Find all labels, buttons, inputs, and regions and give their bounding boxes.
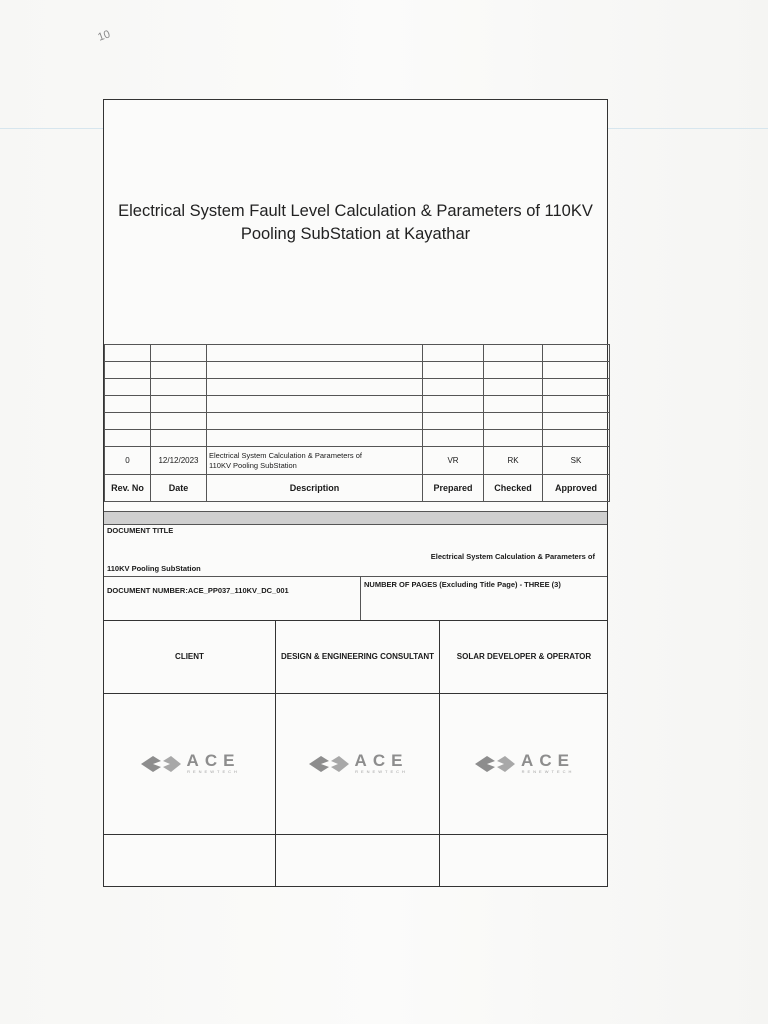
client-column: [104, 620, 276, 886]
description-header: Description: [207, 475, 423, 502]
ace-logo: [473, 753, 575, 775]
revision-empty-row: [105, 345, 610, 362]
ace-logo: [139, 753, 241, 775]
separator-band: [104, 511, 607, 525]
rev-description-cell: [207, 447, 423, 475]
revision-table: [104, 344, 610, 502]
ace-logo-icon: [139, 753, 183, 775]
document-main-title: [104, 200, 607, 246]
number-of-pages: NUMBER OF PAGES (Excluding Title Page) - THREE (3): [364, 580, 561, 589]
parties-grid: [104, 620, 607, 886]
approved-header: Approved: [543, 475, 610, 502]
title-sheet: [103, 99, 608, 887]
ace-logo-icon: [307, 753, 351, 775]
logo-subtitle: RENEWTECH: [521, 769, 575, 774]
revision-empty-row: [105, 430, 610, 447]
document-number: DOCUMENT NUMBER:ACE_PP037_110KV_DC_001: [107, 586, 289, 595]
logo-wordmark: ACE: [186, 751, 241, 770]
document-title-label: DOCUMENT TITLE: [107, 526, 174, 535]
rev-checked-cell: RK: [484, 447, 543, 475]
document-number-block: [104, 576, 607, 621]
ace-logo: [307, 753, 409, 775]
revision-empty-row: [105, 362, 610, 379]
revision-row: [105, 447, 610, 475]
logo-subtitle: RENEWTECH: [187, 769, 240, 774]
revision-empty-row: [105, 379, 610, 396]
document-title-block: [104, 524, 607, 577]
client-heading: CLIENT: [104, 620, 275, 694]
title-area: [104, 100, 607, 345]
ace-logo-icon: [473, 753, 517, 775]
page-mark: 10: [96, 28, 112, 44]
rev-prepared-cell: VR: [423, 447, 484, 475]
revision-empty-row: [105, 396, 610, 413]
date-header: Date: [151, 475, 207, 502]
consultant-heading: DESIGN & ENGINEERING CONSULTANT: [276, 620, 439, 694]
consultant-logo: [276, 693, 439, 835]
rev-no-header: Rev. No: [105, 475, 151, 502]
client-logo: [104, 693, 275, 835]
revision-empty-row: [105, 413, 610, 430]
document-title-value-line-1: Electrical System Calculation & Parameters of: [430, 552, 595, 561]
number-of-pages-cell: [360, 576, 609, 620]
revision-header-row: [105, 475, 610, 502]
document-title-value-line-2: 110KV Pooling SubStation: [107, 564, 201, 573]
logo-wordmark: ACE: [521, 751, 575, 770]
prepared-header: Prepared: [423, 475, 484, 502]
rev-number-cell: 0: [105, 447, 151, 475]
consultant-column: [276, 620, 440, 886]
title-line-2: Pooling SubStation at Kayathar: [240, 225, 471, 243]
logo-wordmark: ACE: [354, 751, 409, 770]
logo-subtitle: RENEWTECH: [355, 769, 408, 774]
title-line-1: Electrical System Fault Level Calculation & Parameters of 110KV: [118, 202, 593, 220]
developer-heading: SOLAR DEVELOPER & OPERATOR: [440, 620, 608, 694]
rev-description-line-2: 110KV Pooling SubStation: [209, 460, 297, 470]
rev-description-line-1: Electrical System Calculation & Parameters of: [209, 450, 362, 460]
developer-column: [440, 620, 608, 886]
checked-header: Checked: [484, 475, 543, 502]
developer-logo: [440, 693, 608, 835]
rev-approved-cell: SK: [543, 447, 610, 475]
rev-date-cell: 12/12/2023: [151, 447, 207, 475]
